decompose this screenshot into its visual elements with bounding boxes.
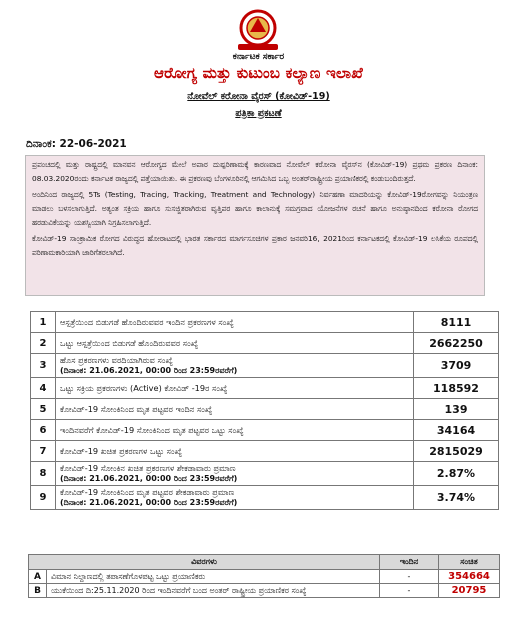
- row-label: ಕೋವಿಡ್-19 ಸೋಂಕಿನಿಂದ ಮೃತ ಪಟ್ಟವರ ಇಂದಿನ ಸಂಖ್ಯೆ: [56, 399, 414, 420]
- row-value: 34164: [414, 420, 499, 441]
- row-label: ಇಂದಿನವರೆಗೆ ಕೋವಿಡ್-19 ಸೋಂಕಿನಿಂದ ಮೃತ ಪಟ್ಟವರ ಒಟ್ಟು ಸಂಖ್ಯೆ: [56, 420, 414, 441]
- notice-paragraph-3: ಕೋವಿಡ್-19 ಸಾಂಕ್ರಾಮಿಕ ರೋಗದ ವಿರುದ್ಧದ ಹೋರಾಟದಲ್ಲಿ ಭಾರತ ಸರ್ಕಾರದ ಮಾರ್ಗಸೂಚಿಗಳ ಪ್ರಕಾರ ಜನವರಿ16, 2021ರಿಂದ ಕರ್ನಾಟಕದಲ್ಲಿ ಕೋವಿಡ್-19 ಲಸಿಕೆಯ ರೂಪದಲ್ಲಿ ಪರಿಣಾಮಕಾರಿಯಾಗಿ ಜಾರಿಗೆತರಲಾಗಿದೆ.: [32, 234, 478, 257]
- cumulative-value: 354664: [439, 570, 500, 584]
- department-title: ಆರೋಗ್ಯ ಮತ್ತು ಕುಟುಂಬ ಕಲ್ಯಾಣ ಇಲಾಖೆ: [154, 64, 363, 82]
- table-row: [31, 354, 499, 378]
- notice-box: [25, 155, 485, 296]
- today-value: -: [380, 570, 439, 584]
- row-number: 4: [31, 378, 56, 399]
- table-row: [31, 333, 499, 354]
- subtitle: ನೋವೆಲ್ ಕರೋನಾ ವೈರಸ್ (ಕೋವಿಡ್-19): [187, 91, 330, 102]
- row-number: 6: [31, 420, 56, 441]
- table-row: [31, 312, 499, 333]
- row-number: 7: [31, 441, 56, 462]
- row-label: ಆಸ್ಪತ್ರೆಯಿಂದ ಬಿಡುಗಡೆ ಹೊಂದಿರುವವರ ಇಂದಿನ ಪ್ರಕರಣಗಳ ಸಂಖ್ಯೆ: [56, 312, 414, 333]
- row-value: 3.74%: [414, 486, 499, 510]
- row-label: ವಿಮಾನ ನಿಲ್ದಾಣದಲ್ಲಿ ತಪಾಸಣೆಗೊಳಪಟ್ಟ ಒಟ್ಟು ಪ್ರಯಾಣಿಕರು: [47, 570, 380, 584]
- row-number: 8: [31, 462, 56, 486]
- table-row: [31, 420, 499, 441]
- table-row: [31, 399, 499, 420]
- karnataka-emblem-icon: [228, 6, 288, 54]
- row-label: ಕೋವಿಡ್-19 ಸೋಂಕಿನ ಖಚಿತ ಪ್ರಕರಣಗಳ ಶೇಕಡಾವಾರು ಪ್ರಮಾಣ: [60, 463, 236, 473]
- today-header: ಇಂದಿನ: [380, 555, 439, 570]
- row-label: ಕೋವಿಡ್-19 ಖಚಿತ ಪ್ರಕರಣಗಳ ಒಟ್ಟು ಸಂಖ್ಯೆ: [56, 441, 414, 462]
- row-sublabel: (ದಿನಾಂಕ: 21.06.2021, 00:00 ರಿಂದ 23:59ರವರೆಗೆ): [60, 474, 238, 483]
- row-label: ಒಟ್ಟು ಸಕ್ರಿಯ ಪ್ರಕರಣಗಳು (Active) ಕೋವಿಡ್ -19ರ ಸಂಖ್ಯೆ: [56, 378, 414, 399]
- details-header-row: [29, 555, 500, 570]
- cumulative-header: ಸಂಚಿತ: [439, 555, 500, 570]
- row-sublabel: (ದಿನಾಂಕ: 21.06.2021, 00:00 ರಿಂದ 23:59ರವರೆಗೆ): [60, 366, 238, 375]
- row-value: 3709: [414, 354, 499, 378]
- row-letter: B: [29, 584, 47, 598]
- cumulative-value: 20795: [439, 584, 500, 598]
- today-value: -: [380, 584, 439, 598]
- press-note-heading: ಪತ್ರಿಕಾ ಪ್ರಕಟಣೆ: [235, 108, 282, 119]
- row-label: ಯುಕೆಯಿಂದ ದಿ:25.11.2020 ರಿಂದ ಇಂದಿನವರೆಗೆ ಬಂದ ಅಂತರ್ ರಾಷ್ಟ್ರೀಯ ಪ್ರಯಾಣಿಕರ ಸಂಖ್ಯೆ: [47, 584, 380, 598]
- row-label: ಹೊಸ ಪ್ರಕರಣಗಳು ವರದಿಯಾಗಿರುವ ಸಂಖ್ಯೆ: [60, 355, 173, 365]
- table-row: [31, 486, 499, 510]
- details-table: [28, 554, 500, 598]
- row-value: 2815029: [414, 441, 499, 462]
- table-row: [29, 570, 500, 584]
- row-number: 3: [31, 354, 56, 378]
- row-sublabel: (ದಿನಾಂಕ: 21.06.2021, 00:00 ರಿಂದ 23:59ರವರೆಗೆ): [60, 498, 238, 507]
- statistics-table: [30, 311, 499, 510]
- row-label: ಒಟ್ಟು ಆಸ್ಪತ್ರೆಯಿಂದ ಬಿಡುಗಡೆ ಹೊಂದಿರುವವರ ಸಂಖ್ಯೆ: [56, 333, 414, 354]
- details-header: ವಿವರಗಳು: [29, 555, 380, 570]
- row-label-cell: [56, 462, 414, 486]
- table-row: [31, 378, 499, 399]
- government-name: ಕರ್ನಾಟಕ ಸರ್ಕಾರ: [232, 52, 285, 62]
- row-number: 1: [31, 312, 56, 333]
- release-date: ದಿನಾಂಕ: 22-06-2021: [26, 138, 127, 150]
- row-label: ಕೋವಿಡ್-19 ಸೋಂಕಿನಿಂದ ಮೃತ ಪಟ್ಟವರ ಶೇಕಡಾವಾರು ಪ್ರಮಾಣ: [60, 487, 235, 497]
- row-value: 8111: [414, 312, 499, 333]
- row-value: 2.87%: [414, 462, 499, 486]
- row-label-cell: [56, 354, 414, 378]
- notice-paragraph-2: ಅಂದಿನಿಂದ ರಾಜ್ಯದಲ್ಲಿ 5Ts (Testing, Tracing, Tracking, Treatment and Technology) ನಿರ್ವಹಣಾ ಮಾದರಿಯನ್ನು ಕೋವಿಡ್-19ರೋಗವನ್ನು ನಿಯಂತ್ರಣ ಮಾಡಲು ಬಳಸಲಾಗುತ್ತಿದೆ. ಅತ್ಯಂತ ಸಕ್ರಿಯ ಹಾಗೂ ಸುಸಜ್ಜಿತರಾಗಿರುವ ವೃತ್ತಿಪರ ಹಾಗೂ ಕಾಲಾನುಕ್ಕೆ ಸಮಗ್ರವಾದ ಯೋಜನೆಗಳ ರಚನೆ ಹಾಗೂ ಅನುಷ್ಠಾನದಿಂದ ಕರೋನಾ ರೋಗದ ಹರಡುವಿಕೆಯನ್ನು ಯಶಸ್ವಿಯಾಗಿ ನಿಗ್ರಹಿಸಲಾಗುತ್ತಿದೆ.: [32, 190, 478, 227]
- table-row: [31, 441, 499, 462]
- row-number: 2: [31, 333, 56, 354]
- row-value: 118592: [414, 378, 499, 399]
- table-row: [31, 462, 499, 486]
- row-label-cell: [56, 486, 414, 510]
- row-letter: A: [29, 570, 47, 584]
- row-value: 2662250: [414, 333, 499, 354]
- table-row: [29, 584, 500, 598]
- row-number: 9: [31, 486, 56, 510]
- row-number: 5: [31, 399, 56, 420]
- notice-paragraph-1: ಪ್ರಪಂಚದಲ್ಲಿ ಮತ್ತು ರಾಷ್ಟ್ರದಲ್ಲಿ ಮಾನವನ ಆರೋಗ್ಯದ ಮೇಲೆ ಅಪಾರ ದುಷ್ಪರಿಣಾಮಕ್ಕೆ ಕಾರಣವಾದ ನೋವೆಲ್ ಕರೋನಾ ವೈರಸ್‌ನ (ಕೋವಿಡ್-19) ಪ್ರಥಮ ಪ್ರಕರಣ ದಿನಾಂಕ: 08.03.2020ರಂದು ಕರ್ನಾಟಕ ರಾಜ್ಯದಲ್ಲಿ ಪತ್ತೆಯಾಯಿತು. ಈ ಪ್ರಕರಣವು ಬೆಂಗಳೂರಿನಲ್ಲಿ ಆಗಮಿಸಿದ ಒಬ್ಬ ಅಂತರ್‌ರಾಷ್ಟ್ರೀಯ ಪ್ರಯಾಣಿಕರಲ್ಲಿ ಕಂಡುಬಂದಿರುತ್ತದೆ.: [32, 160, 478, 183]
- row-value: 139: [414, 399, 499, 420]
